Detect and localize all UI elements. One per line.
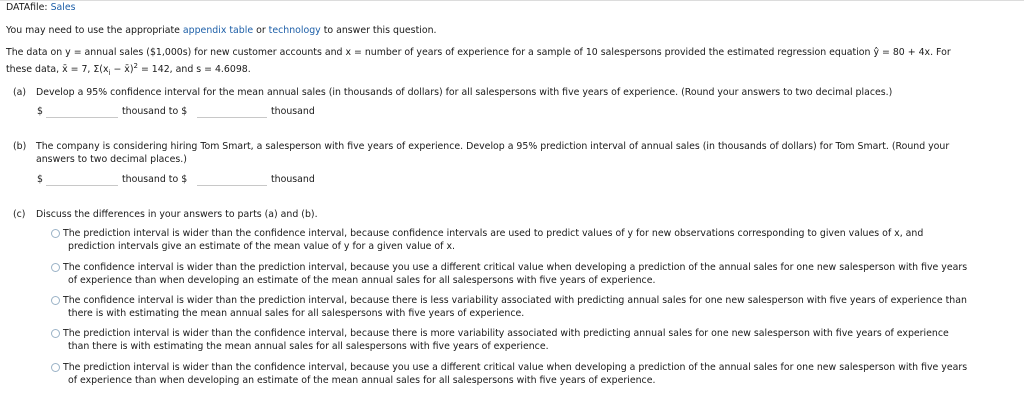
problem-line-2: these data, x̄ = 7, $\Sigma(x_i$ − x̄)$^2$ = 142, and s = 4.6098. <box>6 62 251 77</box>
option-3-line-1: The confidence interval is wider than the prediction interval, because there is less variability associated with predicting annual sales for one new salesperson with five years of experience than <box>63 295 967 306</box>
option-4-line-1: The prediction interval is wider than the confidence interval, because there is more variability associated with predicting annual sales for one new salesperson with five years of experience <box>63 328 949 339</box>
part-b-upper-input[interactable] <box>197 173 267 186</box>
appendix-table-link[interactable]: appendix table <box>182 25 254 36</box>
top-border <box>0 0 1024 1</box>
option-1-line-1: The prediction interval is wider than the confidence interval, because confidence intervals are used to predict values of y for new observations corresponding to given values of x, and <box>63 228 924 239</box>
datafile-sales-link[interactable]: Sales <box>50 2 76 13</box>
radio-option-4[interactable] <box>51 329 60 338</box>
part-b-lower-input[interactable] <box>46 173 118 186</box>
problem-line-1: The data on y = annual sales ($1,000s) for new customer accounts and x = number of years of experience for a sample of 10 salespersons provided the estimated regression equation ŷ = 80 + 4x. For <box>6 47 951 58</box>
radio-option-2[interactable] <box>51 263 60 272</box>
datafile-label: DATAfile: <box>6 2 48 13</box>
part-a-lower-input[interactable] <box>46 105 118 118</box>
radio-option-3[interactable] <box>51 296 60 305</box>
radio-option-5[interactable] <box>51 363 60 372</box>
instruction-suffix: to answer this question. <box>323 25 437 36</box>
part-a-dollar: $ <box>37 106 43 117</box>
part-a-unit: thousand <box>271 106 315 117</box>
part-a-label: (a) <box>13 87 27 98</box>
datafile-line <box>6 2 76 13</box>
part-b-question-line-1: The company is considering hiring Tom Smart, a salesperson with five years of experience. Develop a 95% prediction interval of annual sales (in thousands of dollars) for Tom Smart. (Round your <box>36 141 950 152</box>
part-b-between: thousand to $ <box>122 174 188 185</box>
part-c-label: (c) <box>13 209 26 220</box>
part-a-question: Develop a 95% confidence interval for the mean annual sales (in thousands of dollars) for all salespersons with five years of experience. (Round your answers to two decimal places.) <box>36 87 893 98</box>
option-3-line-2: there is with estimating the mean annual sales for all salespersons with five years of experience. <box>68 308 525 319</box>
part-b-question-line-2: answers to two decimal places.) <box>36 154 187 165</box>
part-a-upper-input[interactable] <box>197 105 267 118</box>
part-b-unit: thousand <box>271 174 315 185</box>
instruction-middle: or <box>256 25 266 36</box>
option-4-line-2: than there is with estimating the mean annual sales for all salespersons with five years of experience. <box>68 341 549 352</box>
option-2-line-1: The confidence interval is wider than the prediction interval, because you use a different critical value when developing a prediction of the annual sales for one new salesperson with five years <box>63 262 968 273</box>
part-b-dollar: $ <box>37 174 43 185</box>
part-c-question: Discuss the differences in your answers to parts (a) and (b). <box>36 209 318 220</box>
radio-option-1[interactable] <box>51 229 60 238</box>
option-1-line-2: prediction intervals give an estimate of the mean value of y for a given value of x. <box>68 241 455 252</box>
option-2-line-2: of experience than when developing an estimate of the mean annual sales for all salespersons with five years of experience. <box>68 275 656 286</box>
technology-link[interactable]: technology <box>268 25 321 36</box>
option-5-line-2: of experience than when developing an estimate of the mean annual sales for all salespersons with five years of experience. <box>68 375 656 386</box>
part-b-label: (b) <box>13 141 27 152</box>
part-a-between: thousand to $ <box>122 106 188 117</box>
instruction-line <box>6 25 437 36</box>
instruction-prefix: You may need to use the appropriate <box>6 25 180 36</box>
option-5-line-1: The prediction interval is wider than the confidence interval, because you use a different critical value when developing a prediction of the annual sales for one new salesperson with five years <box>63 362 968 373</box>
